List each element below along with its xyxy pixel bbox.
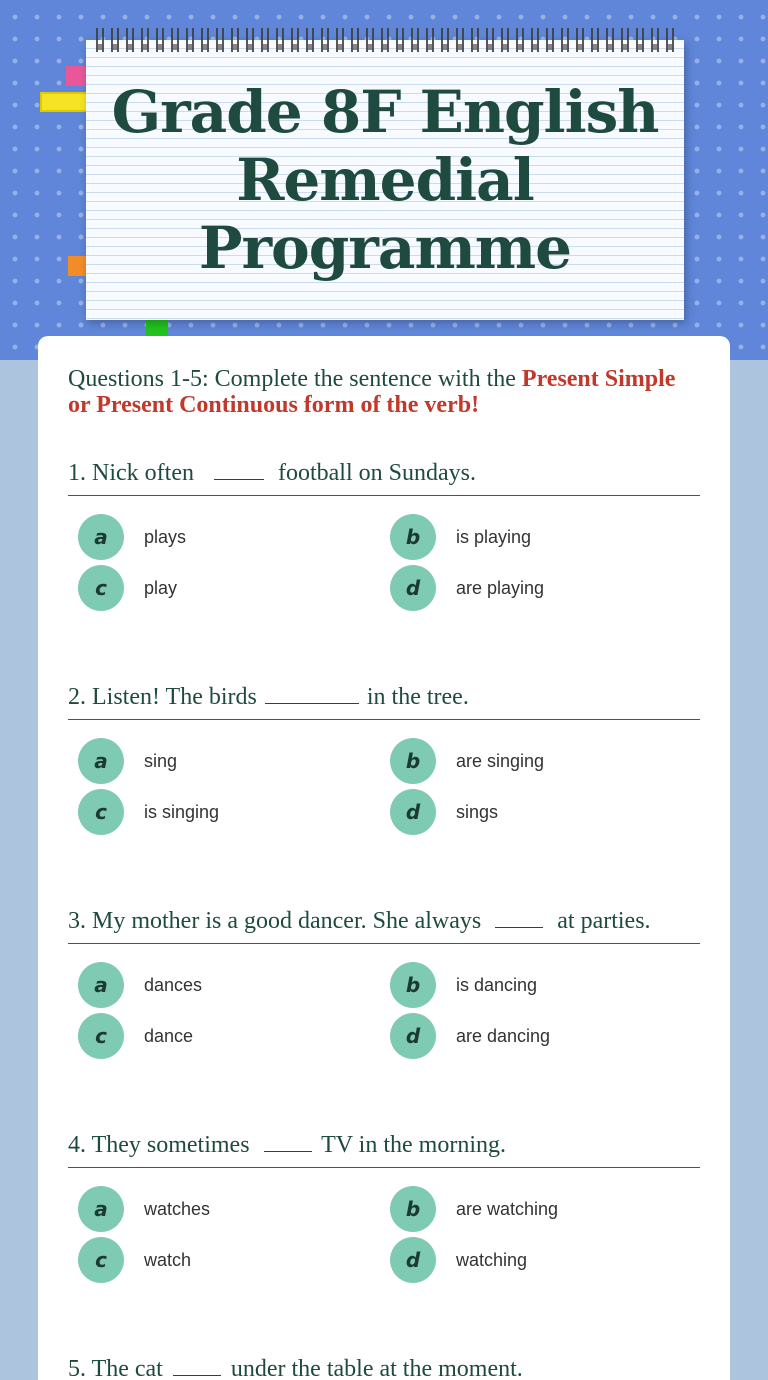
option-label: watch xyxy=(144,1249,192,1270)
option-badge: d xyxy=(390,789,436,835)
option-label: is dancing xyxy=(456,974,538,995)
option-label: is playing xyxy=(456,526,532,547)
option-badge: b xyxy=(390,514,436,560)
option-b[interactable] xyxy=(390,738,544,784)
option-label: are watching xyxy=(456,1198,559,1219)
instructions-highlight: Present Simple or Present Continuous form of the verb! xyxy=(68,366,676,418)
question-text-before: 4. They sometimes xyxy=(68,1132,250,1158)
option-a[interactable] xyxy=(78,738,177,784)
option-d[interactable] xyxy=(390,789,498,835)
question-2 xyxy=(68,684,700,720)
answer-blank[interactable] xyxy=(264,1138,312,1152)
instructions xyxy=(68,366,698,418)
question-3 xyxy=(68,908,700,944)
worksheet-card xyxy=(38,336,730,1380)
question-5 xyxy=(68,1356,700,1380)
option-badge: a xyxy=(78,1186,124,1232)
option-badge: a xyxy=(78,962,124,1008)
option-label: are playing xyxy=(456,577,545,598)
question-text-before: 3. My mother is a good dancer. She always xyxy=(68,908,482,934)
option-badge: b xyxy=(390,1186,436,1232)
notebook-tab-green xyxy=(146,318,168,338)
option-label: are dancing xyxy=(456,1025,551,1046)
option-d[interactable] xyxy=(390,565,544,611)
option-badge: d xyxy=(390,1237,436,1283)
question-text-after: in the tree. xyxy=(366,684,469,710)
option-label: plays xyxy=(144,526,187,547)
question-1 xyxy=(68,460,700,496)
option-c[interactable] xyxy=(78,789,219,835)
question-text-after: TV in the morning. xyxy=(321,1132,506,1158)
question-text-after: at parties. xyxy=(557,908,651,934)
question-text-after: under the table at the moment. xyxy=(230,1356,523,1380)
page-title: Grade 8F English Remedial Programme xyxy=(111,78,659,282)
option-label: watching xyxy=(456,1249,528,1270)
option-label: sing xyxy=(144,750,178,771)
option-b[interactable] xyxy=(390,1186,558,1232)
question-text xyxy=(68,1356,700,1380)
option-label: are singing xyxy=(456,750,545,771)
question-text xyxy=(68,684,700,720)
option-c[interactable] xyxy=(78,565,177,611)
answer-blank[interactable] xyxy=(173,1362,221,1376)
option-badge: c xyxy=(78,1237,124,1283)
option-badge: c xyxy=(78,565,124,611)
option-badge: b xyxy=(390,962,436,1008)
option-label: is singing xyxy=(144,801,220,822)
question-text xyxy=(68,908,700,944)
answer-blank[interactable] xyxy=(495,914,543,928)
option-badge: c xyxy=(78,789,124,835)
option-label: play xyxy=(144,577,178,598)
option-badge: c xyxy=(78,1013,124,1059)
question-text-after: football on Sundays. xyxy=(277,460,476,486)
question-text-before: 1. Nick often xyxy=(68,460,194,486)
option-label: sings xyxy=(456,801,499,822)
option-label: watches xyxy=(144,1198,211,1219)
option-badge: d xyxy=(390,1013,436,1059)
option-b[interactable] xyxy=(390,514,531,560)
option-b[interactable] xyxy=(390,962,537,1008)
option-badge: a xyxy=(78,514,124,560)
option-label: dance xyxy=(144,1025,194,1046)
question-text xyxy=(68,460,700,496)
answer-blank[interactable] xyxy=(214,466,264,480)
notebook-tab-yellow xyxy=(40,92,88,112)
option-badge: d xyxy=(390,565,436,611)
option-a[interactable] xyxy=(78,514,186,560)
option-badge: b xyxy=(390,738,436,784)
answer-blank[interactable] xyxy=(265,690,359,704)
option-a[interactable] xyxy=(78,1186,210,1232)
option-d[interactable] xyxy=(390,1013,550,1059)
option-d[interactable] xyxy=(390,1237,527,1283)
spiral-holes xyxy=(96,44,676,50)
question-text-before: 2. Listen! The birds xyxy=(68,684,257,710)
instructions-text: Questions 1-5: Complete the sentence with the xyxy=(68,366,522,392)
question-text-before: 5. The cat xyxy=(68,1356,163,1380)
option-c[interactable] xyxy=(78,1237,191,1283)
option-badge: a xyxy=(78,738,124,784)
option-c[interactable] xyxy=(78,1013,193,1059)
question-4 xyxy=(68,1132,700,1168)
option-a[interactable] xyxy=(78,962,202,1008)
option-label: dances xyxy=(144,974,203,995)
question-text xyxy=(68,1132,700,1168)
